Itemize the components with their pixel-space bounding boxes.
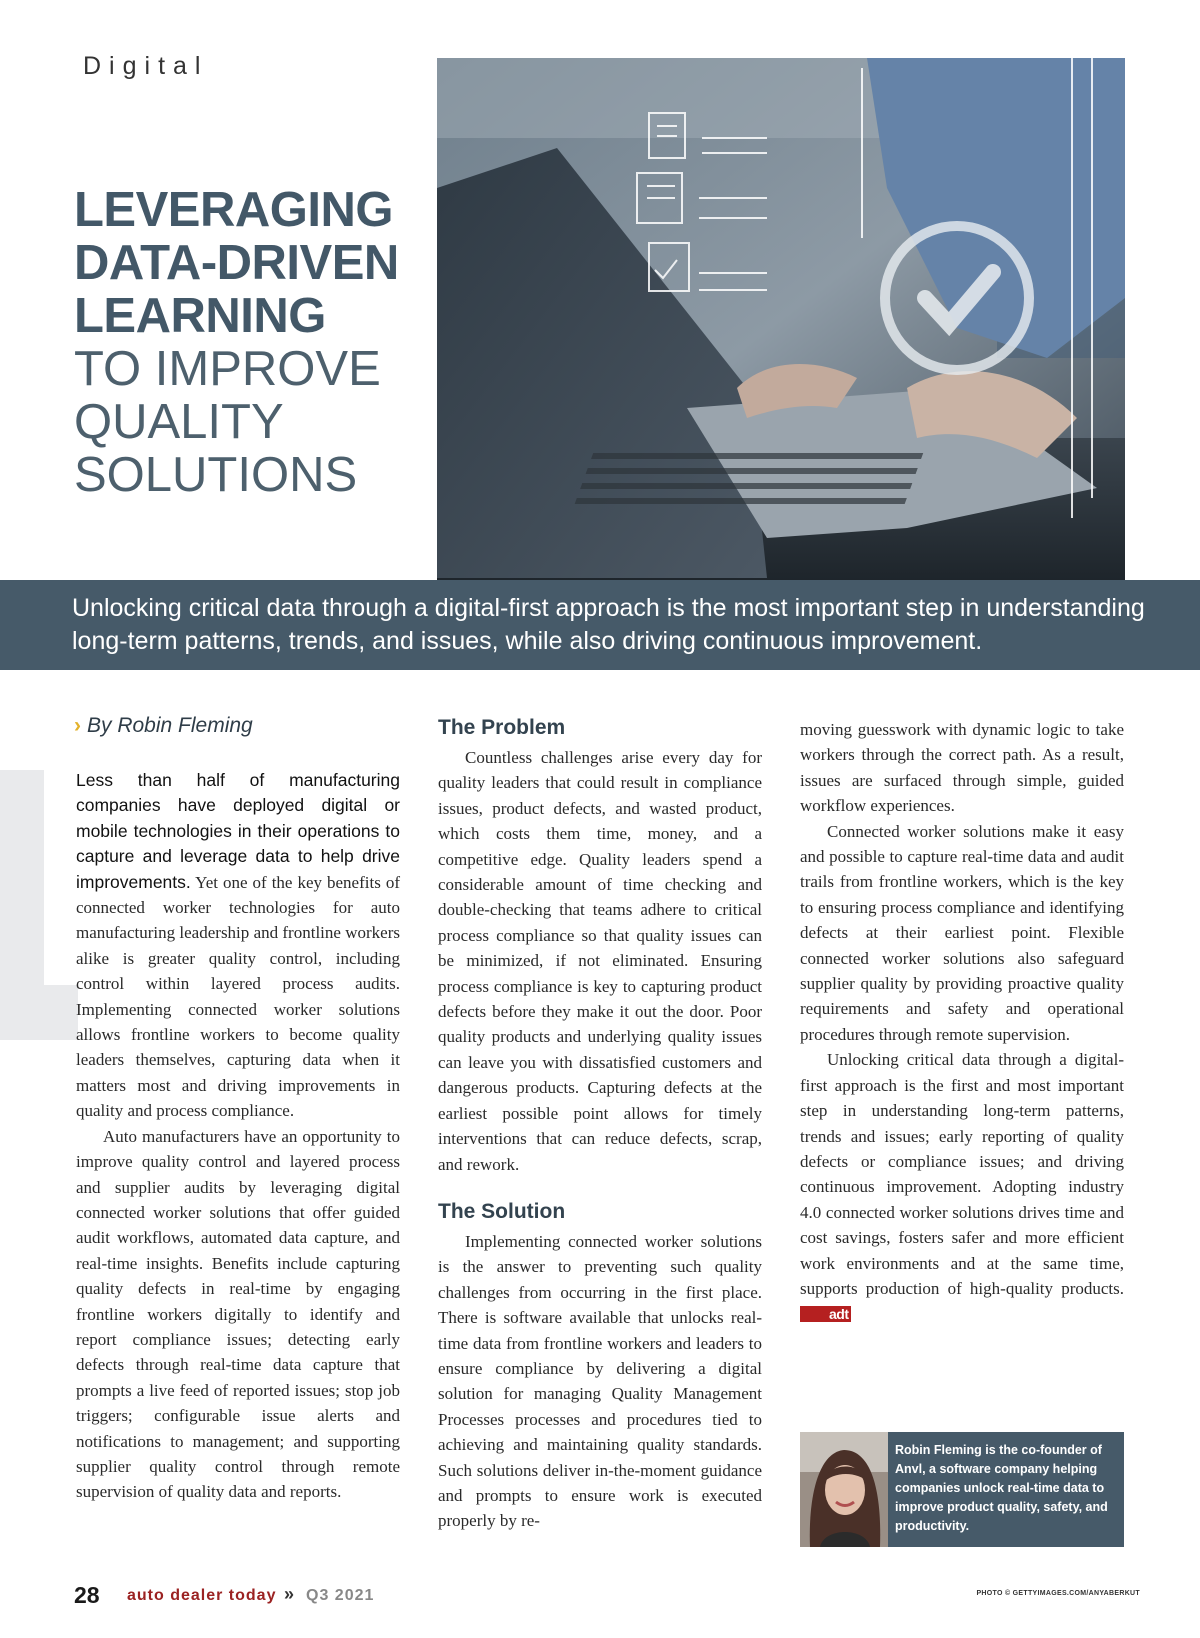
chevron-right-icon: › (74, 714, 81, 737)
lead-text: Less than half of manufacturing companies have deployed digital or mobile technologies in their operations to capture and leverage data to help drive improvements. (76, 770, 400, 892)
body-column-1 (76, 768, 400, 1505)
subheading-problem: The Problem (438, 716, 566, 739)
end-mark-logo: adt (800, 1306, 851, 1322)
headline-line: QUALITY (74, 395, 284, 449)
author-bio-box (800, 1432, 1124, 1547)
hero-photo (437, 58, 1125, 580)
magazine-name: auto dealer today (127, 1587, 277, 1604)
subheading-solution: The Solution (438, 1199, 566, 1223)
body-paragraph: Implementing connected worker solutions is the answer to preventing such quality challenges from occurring in the first place. There is software available that unlocks real-time data from frontline workers and leaders to ensure compliance by delivering a digital solution for managing Quality Management Processes processes and procedures tied to achieving and maintaining quality standards. Such solutions deliver in-the-moment guidance and prompts to ensure work is executed properly by re- (438, 1231, 762, 1531)
body-column-2 (438, 715, 762, 1534)
headline-line: DATA-DRIVEN (74, 236, 399, 290)
lead-rest: Yet one of the key benefits of connected worker technologies for auto manufacturing leadership and frontline workers alike is greater quality control, including control within layered process audits. Implementing connected worker solutions allows frontline workers to become quality leaders themselves, capturing data when it matters most and driving improvements in quality and process compliance. (76, 872, 400, 1121)
headline-line: SOLUTIONS (74, 448, 358, 502)
section-label: Digital (83, 52, 209, 80)
lead-paragraph (76, 768, 400, 1124)
byline (74, 714, 253, 738)
headline-line: LEARNING (74, 289, 326, 343)
bio-text: Robin Fleming is the co-founder of Anvl, a software company helping companies unlock real-time data to improve product quality, safety, and productivity. (895, 1443, 1108, 1533)
body-paragraph: Auto manufacturers have an opportunity to improve quality control and layered process and supplier audits by leveraging digital connected worker solutions that offer guided audit workflows, automated data capture, and real-time insights. Benefits include capturing quality defects in real-time by engaging frontline workers digitally to identify and report compliance issues; detecting early defects through real-time data capture that prompts a live feed of reported issues; stop job triggers; configurable issue alerts and notifications to management; and supporting supplier quality control through remote supervision of quality data and reports. (76, 1126, 400, 1502)
deck-banner (0, 580, 1200, 670)
body-paragraph (800, 1047, 1124, 1326)
page-number: 28 (74, 1582, 100, 1608)
issue-label: Q3 2021 (306, 1587, 375, 1604)
body-paragraph: moving guesswork with dynamic logic to take workers through the correct path. As a result, issues are surfaced through simple, guided workflow experiences. (800, 720, 1124, 816)
author-photo (800, 1432, 888, 1547)
body-column-3 (800, 717, 1124, 1327)
footer-separator: » (284, 1584, 295, 1604)
body-paragraph: Countless challenges arise every day for quality leaders that could result in compliance issues, product defects, and wasted product, which costs them time, money, and a competitive edge. Quality leaders spend a considerable amount of time checking and double-checking that teams adhere to critical process compliance so that quality issues can be minimized, if not eliminated. Ensuring process compliance is key to capturing product defects before they make it out the door. Poor quality products and underlying quality issues can leave you with dissatisfied customers and dangerous products. Capturing defects at the earliest possible point allows for timely interventions that can reduce defects, scrap, and rework. (438, 748, 762, 1174)
decorative-block (44, 985, 78, 1040)
deck-text: Unlocking critical data through a digital-first approach is the most important step in understanding long-term patterns, trends, and issues, while also driving continuous improvement. (72, 594, 1145, 655)
headline (74, 184, 419, 502)
headline-line: TO IMPROVE (74, 342, 381, 396)
body-paragraph-text: Unlocking critical data through a digital-first approach is the first and most important step in understanding long-term patterns, trends and issues; early reporting of quality defects or compliance issues; and driving continuous improvement. Adopting industry 4.0 connected worker solutions drives time and cost savings, fosters safer and more efficient work environments and at the same time, supports production of high-quality products. (800, 1050, 1124, 1298)
headline-line: LEVERAGING (74, 183, 393, 237)
body-paragraph: Connected worker solutions make it easy and possible to capture real-time data and audit trails from frontline workers, which is the key to ensuring process compliance and identifying defects at their earliest point. Flexible connected worker solutions also safeguard supplier quality by providing proactive quality requirements and safety and operational procedures through remote supervision. (800, 821, 1124, 1044)
photo-credit: PHOTO © GETTYIMAGES.COM/ANYABERKUT (976, 1590, 1140, 1597)
byline-text: By Robin Fleming (87, 714, 253, 737)
decorative-block (0, 770, 44, 1040)
